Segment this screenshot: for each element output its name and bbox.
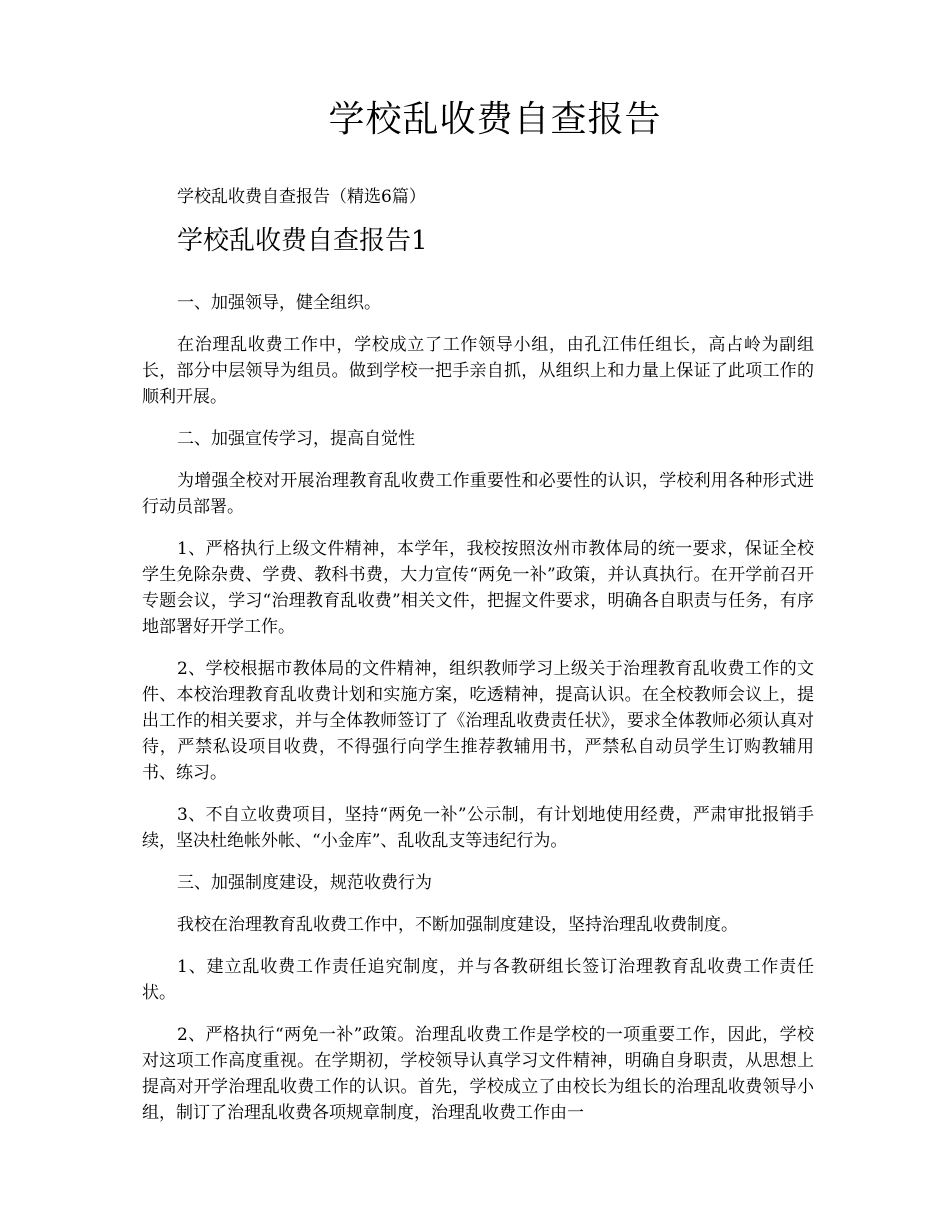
- paragraph-6: 2、学校根据市教体局的文件精神，组织教师学习上级关于治理教育乱收费工作的文件、本校治理教育乱收费计划和实施方案，吃透精神，提高认识。在全校教师会议上，提出工作的相关要求，并与全体教师签订了《治理乱收费责任状》，要求全体教师必须认真对待，严禁私设项目收费，不得强行向学生推荐教辅用书，严禁私自动员学生订购教辅用书、练习。: [142, 659, 814, 783]
- paragraph-2: 在治理乱收费工作中，学校成立了工作领导小组，由孔江伟任组长，高占岭为副组长，部分中层领导为组员。做到学校一把手亲自抓，从组织上和力量上保证了此项工作的顺利开展。: [142, 335, 814, 407]
- section-heading: 学校乱收费自查报告1: [177, 226, 428, 256]
- paragraph-11: 2、严格执行“两免一补”政策。治理乱收费工作是学校的一项重要工作，因此，学校对这项工作高度重视。在学期初，学校领导认真学习文件精神，明确自身职责，从思想上提高对开学治理乱收费工作的认识。首先，学校成立了由校长为组长的治理乱收费领导小组，制订了治理乱收费各项规章制度，治理乱收费工作由一: [142, 1025, 814, 1123]
- paragraph-5: 1、严格执行上级文件精神，本学年，我校按照汝州市教体局的统一要求，保证全校学生免除杂费、学费、教科书费，大力宣传“两免一补”政策，并认真执行。在开学前召开专题会议，学习“治理教育乱收费”相关文件，把握文件要求，明确各自职责与任务，有序地部署好开学工作。: [142, 539, 814, 637]
- paragraph-8: 三、加强制度建设，规范收费行为: [177, 873, 432, 893]
- paragraph-10: 1、建立乱收费工作责任追究制度，并与各教研组长签订治理教育乱收费工作责任状。: [142, 957, 814, 1003]
- paragraph-9: 我校在治理教育乱收费工作中，不断加强制度建设，坚持治理乱收费制度。: [177, 915, 738, 935]
- paragraph-7: 3、不自立收费项目，坚持“两免一补”公示制，有计划地使用经费，严肃审批报销手续，坚决杜绝帐外帐、“小金库”、乱收乱支等违纪行为。: [142, 805, 814, 851]
- paragraph-3: 二、加强宣传学习，提高自觉性: [177, 429, 415, 449]
- document-title: 学校乱收费自查报告: [328, 99, 662, 140]
- document-body: [142, 290, 814, 1142]
- paragraph-1: 一、加强领导，健全组织。: [177, 293, 381, 313]
- paragraph-4: 为增强全校对开展治理教育乱收费工作重要性和必要性的认识，学校利用各种形式进行动员部署。: [142, 471, 814, 517]
- document-subtitle: 学校乱收费自查报告（精选6篇）: [177, 187, 426, 207]
